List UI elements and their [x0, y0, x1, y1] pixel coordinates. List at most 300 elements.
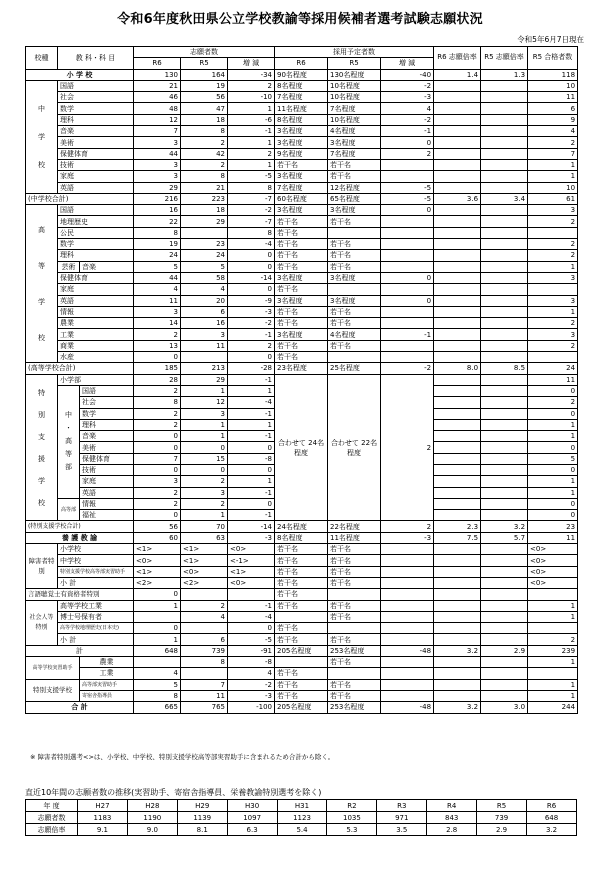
- trend-cell: 1097: [227, 812, 277, 824]
- trend-cell: 971: [377, 812, 427, 824]
- r5-planned: 3名程度: [328, 205, 381, 216]
- r5-rate: [481, 431, 528, 442]
- r6-applicants: 216: [134, 193, 181, 204]
- planned-diff: 0: [381, 205, 434, 216]
- r5-applicants: 20: [181, 295, 228, 306]
- applicant-diff: -4: [228, 239, 275, 250]
- r6-rate: [434, 272, 481, 283]
- r6-rate: 3.6: [434, 193, 481, 204]
- r5-rate: [481, 114, 528, 125]
- planned-diff: [381, 668, 434, 679]
- planned-diff: [381, 566, 434, 577]
- r5-applicants: 2: [181, 137, 228, 148]
- planned-diff: 2: [381, 374, 434, 521]
- r5-applicants: 3: [181, 329, 228, 340]
- r6-planned: 若干名: [275, 306, 328, 317]
- social-row: [26, 611, 578, 622]
- r5-rate: 8.5: [481, 363, 528, 374]
- r5-passers: 3: [528, 295, 578, 306]
- planned-diff: [381, 634, 434, 645]
- r5-applicants: 18: [181, 114, 228, 125]
- disability-row: [26, 544, 578, 555]
- r5-passers: 23: [528, 521, 578, 532]
- trend-cell: H29: [177, 800, 227, 812]
- r6-rate: [434, 318, 481, 329]
- applicant-diff: -3: [228, 690, 275, 701]
- subject-label: 技術: [58, 159, 134, 170]
- r5-applicants: 8: [181, 171, 228, 182]
- r5-applicants: 47: [181, 103, 228, 114]
- r6-rate: [434, 295, 481, 306]
- r5-applicants: 18: [181, 205, 228, 216]
- assistant-row: [26, 657, 578, 668]
- planned-diff: 2: [381, 521, 434, 532]
- r6-planned: 7名程度: [275, 182, 328, 193]
- applicant-diff: 0: [228, 498, 275, 509]
- high-school-total-row: [26, 363, 578, 374]
- r6-planned: [275, 611, 328, 622]
- r6-applicants: 3: [134, 159, 181, 170]
- r5-rate: [481, 464, 528, 475]
- r5-passers: 4: [528, 126, 578, 137]
- trend-title: 直近10年間の志願者数の推移(実習助手、寄宿舎指導員、栄養教諭特別選考を除く): [25, 788, 322, 797]
- category-label: [26, 80, 58, 193]
- r5-rate: [481, 340, 528, 351]
- r5-passers: 0: [528, 510, 578, 521]
- r6-rate: [434, 137, 481, 148]
- r6-planned: 若干名: [275, 227, 328, 238]
- high-school-row: [26, 329, 578, 340]
- r6-rate: [434, 679, 481, 690]
- high-school-row: [26, 261, 578, 272]
- r5-passers: 3: [528, 272, 578, 283]
- high-school-row: [26, 352, 578, 363]
- r5-applicants: 29: [181, 216, 228, 227]
- r5-planned: 若干名: [328, 577, 381, 588]
- subject-label: 高等学校地理歴史(日本史): [58, 623, 134, 634]
- applicant-diff: 1: [228, 159, 275, 170]
- subject-label: 小学部: [58, 374, 134, 385]
- subject-label: 公民: [58, 227, 134, 238]
- category-label: [26, 374, 58, 521]
- r5-passers: 11: [528, 374, 578, 385]
- trend-cell: R2: [327, 800, 377, 812]
- disability-row: [26, 566, 578, 577]
- subtotal-label: (高等学校合計): [26, 363, 134, 374]
- r6-rate: [434, 634, 481, 645]
- subject-label: 美術: [80, 442, 134, 453]
- r5-applicants: 15: [181, 453, 228, 464]
- r6-applicants: 28: [134, 374, 181, 385]
- applicant-diff: -2: [228, 205, 275, 216]
- subject-label: 数学: [58, 239, 134, 250]
- r5-passers: 5: [528, 453, 578, 464]
- r5-passers: 2: [528, 250, 578, 261]
- r6-rate: 3.2: [434, 702, 481, 713]
- r5-applicants: 70: [181, 521, 228, 532]
- high-school-row: [26, 272, 578, 283]
- junior-high-row: [26, 148, 578, 159]
- planned-diff: [381, 352, 434, 363]
- r5-rate: 3.0: [481, 702, 528, 713]
- r5-applicants: 23: [181, 239, 228, 250]
- applicant-diff: 2: [228, 340, 275, 351]
- junior-high-row: [26, 103, 578, 114]
- applicant-diff: -100: [228, 702, 275, 713]
- r6-applicants: 0: [134, 510, 181, 521]
- subtotal-label: (特別支援学校合計): [26, 521, 134, 532]
- category-char: 校: [38, 333, 45, 342]
- r5-rate: [481, 318, 528, 329]
- r5-applicants: 5: [181, 261, 228, 272]
- r5-passers: 2: [528, 634, 578, 645]
- r5-passers: <0>: [528, 577, 578, 588]
- r5-applicants: 6: [181, 306, 228, 317]
- r5-applicants: 24: [181, 250, 228, 261]
- r6-applicants: <1>: [134, 566, 181, 577]
- planned-diff: [381, 340, 434, 351]
- r5-passers: [528, 623, 578, 634]
- subject-label: 技術: [80, 464, 134, 475]
- subject-label: 理科: [58, 250, 134, 261]
- header-diff: 増 減: [228, 58, 275, 69]
- r5-applicants: [181, 623, 228, 634]
- r5-planned: 10名程度: [328, 92, 381, 103]
- planned-diff: [381, 611, 434, 622]
- r6-rate: [434, 159, 481, 170]
- r6-rate: [434, 284, 481, 295]
- r5-planned: 若干名: [328, 216, 381, 227]
- r6-applicants: 185: [134, 363, 181, 374]
- r6-rate: [434, 148, 481, 159]
- planned-diff: 0: [381, 272, 434, 283]
- social-row: [26, 600, 578, 611]
- trend-cell: H27: [78, 800, 128, 812]
- r5-planned: 若干名: [328, 306, 381, 317]
- r5-passers: 0: [528, 442, 578, 453]
- r5-applicants: 8: [181, 657, 228, 668]
- r6-applicants: 0: [134, 589, 181, 600]
- trend-cell: 8.1: [177, 824, 227, 836]
- r5-applicants: 1: [181, 385, 228, 396]
- r5-planned: 若干名: [328, 611, 381, 622]
- r5-rate: [481, 103, 528, 114]
- subject-label: 情報: [80, 498, 134, 509]
- applicant-diff: -1: [228, 510, 275, 521]
- header-r5-rate: R5 志願倍率: [481, 47, 528, 70]
- r6-planned: 3名程度: [275, 137, 328, 148]
- r6-applicants: 1: [134, 600, 181, 611]
- r6-planned: 3名程度: [275, 329, 328, 340]
- applicant-diff: -5: [228, 634, 275, 645]
- r5-rate: [481, 679, 528, 690]
- r6-rate: [434, 544, 481, 555]
- trend-table: [25, 799, 577, 836]
- r5-passers: 1: [528, 611, 578, 622]
- r5-rate: [481, 171, 528, 182]
- applicant-diff: -7: [228, 193, 275, 204]
- high-school-row: [26, 340, 578, 351]
- r5-passers: 2: [528, 216, 578, 227]
- yogo-row: [26, 532, 578, 543]
- applicant-diff: -1: [228, 329, 275, 340]
- subject-label: 社会: [58, 92, 134, 103]
- special-support-total-row: [26, 521, 578, 532]
- r6-applicants: 7: [134, 453, 181, 464]
- r5-rate: [481, 159, 528, 170]
- planned-diff: 0: [381, 295, 434, 306]
- r6-applicants: 665: [134, 702, 181, 713]
- subject-label: 国語: [58, 80, 134, 91]
- r6-rate: [434, 487, 481, 498]
- r6-rate: [434, 227, 481, 238]
- planned-diff: [381, 159, 434, 170]
- applicant-diff: -14: [228, 521, 275, 532]
- r6-rate: [434, 589, 481, 600]
- trend-cell: R3: [377, 800, 427, 812]
- r6-applicants: 0: [134, 464, 181, 475]
- trend-cell: 5.3: [327, 824, 377, 836]
- trend-rate-row: [26, 824, 577, 836]
- high-school-row: [26, 227, 578, 238]
- r5-planned: 若干名: [328, 566, 381, 577]
- planned-diff: -5: [381, 182, 434, 193]
- r6-planned: 若干名: [275, 566, 328, 577]
- trend-cell: 1035: [327, 812, 377, 824]
- r5-passers: 1: [528, 306, 578, 317]
- r5-planned: 3名程度: [328, 295, 381, 306]
- r6-rate: [434, 261, 481, 272]
- category-char: 中: [65, 411, 72, 420]
- category-char: ・: [65, 424, 72, 433]
- grand-total-label: 合 計: [26, 702, 134, 713]
- subject-label: 博士号保有者: [58, 611, 134, 622]
- r5-planned: 7名程度: [328, 148, 381, 159]
- subject-label: 保健体育: [58, 272, 134, 283]
- subject-label: 小 計: [58, 634, 134, 645]
- r5-passers: [528, 668, 578, 679]
- r6-rate: [434, 92, 481, 103]
- r6-rate: [434, 442, 481, 453]
- r5-passers: [528, 589, 578, 600]
- r6-applicants: 46: [134, 92, 181, 103]
- r6-applicants: 22: [134, 216, 181, 227]
- r5-applicants: 765: [181, 702, 228, 713]
- subject-label: 家庭: [80, 476, 134, 487]
- applicant-diff: 0: [228, 284, 275, 295]
- header-diff: 増 減: [381, 58, 434, 69]
- r5-applicants: 1: [181, 431, 228, 442]
- r5-rate: [481, 137, 528, 148]
- table-body: [26, 69, 578, 713]
- r6-applicants: 4: [134, 284, 181, 295]
- r5-applicants: 8: [181, 126, 228, 137]
- planned-diff: -5: [381, 193, 434, 204]
- r5-passers: 10: [528, 182, 578, 193]
- r6-rate: [434, 408, 481, 419]
- r5-rate: [481, 92, 528, 103]
- r6-applicants: 2: [134, 487, 181, 498]
- planned-diff: -2: [381, 363, 434, 374]
- disability-row: [26, 555, 578, 566]
- r5-planned-combined: 合わせて 22名程度: [328, 374, 381, 521]
- r6-planned: 若干名: [275, 577, 328, 588]
- r5-planned: 若干名: [328, 657, 381, 668]
- r6-applicants: 648: [134, 645, 181, 656]
- subject-label: 音楽: [80, 261, 134, 272]
- planned-diff: [381, 261, 434, 272]
- applicant-diff: -2: [228, 318, 275, 329]
- high-school-row: [26, 306, 578, 317]
- trend-cell: 2.9: [477, 824, 527, 836]
- r5-rate: [481, 487, 528, 498]
- trend-cell: 3.5: [377, 824, 427, 836]
- planned-diff: -48: [381, 702, 434, 713]
- r6-applicants: 2: [134, 408, 181, 419]
- r5-passers: 1: [528, 690, 578, 701]
- r5-rate: [481, 577, 528, 588]
- r5-planned: [328, 668, 381, 679]
- subject-label: 水産: [58, 352, 134, 363]
- trend-cell: 9.0: [127, 824, 177, 836]
- r5-rate: [481, 239, 528, 250]
- r6-planned: 90名程度: [275, 69, 328, 80]
- r6-applicants: 8: [134, 397, 181, 408]
- r5-planned: 3名程度: [328, 137, 381, 148]
- r5-applicants: [181, 352, 228, 363]
- r5-passers: 2: [528, 239, 578, 250]
- applicant-diff: -7: [228, 216, 275, 227]
- applicant-diff: 8: [228, 182, 275, 193]
- applicant-diff: -1: [228, 126, 275, 137]
- r5-passers: 11: [528, 92, 578, 103]
- r5-applicants: 21: [181, 182, 228, 193]
- r6-applicants: 2: [134, 385, 181, 396]
- r5-planned: 若干名: [328, 250, 381, 261]
- trend-cell: 3.2: [527, 824, 577, 836]
- r5-rate: [481, 611, 528, 622]
- subject-label: 情報: [58, 306, 134, 317]
- r5-applicants: [181, 589, 228, 600]
- category-char: 高: [38, 225, 45, 234]
- r6-planned: 若干名: [275, 340, 328, 351]
- trend-applicants-row: [26, 812, 577, 824]
- r6-planned: 205名程度: [275, 645, 328, 656]
- r6-rate: [434, 340, 481, 351]
- r5-rate: [481, 589, 528, 600]
- subject-label: 国語: [80, 385, 134, 396]
- r6-planned: 8名程度: [275, 532, 328, 543]
- applicant-diff: -4: [228, 611, 275, 622]
- r6-rate: 1.4: [434, 69, 481, 80]
- r6-planned: 23名程度: [275, 363, 328, 374]
- subject-label: 言語聴覚士有資格者特別: [26, 589, 134, 600]
- r5-passers: [528, 284, 578, 295]
- assistant-label: 高等学校実習助手: [26, 657, 80, 680]
- r5-planned: 3名程度: [328, 272, 381, 283]
- planned-diff: -1: [381, 329, 434, 340]
- r5-passers: 2: [528, 340, 578, 351]
- trend-cell: R5: [477, 800, 527, 812]
- applicant-diff: -10: [228, 92, 275, 103]
- r5-passers: 10: [528, 80, 578, 91]
- elementary-row: [26, 69, 578, 80]
- subject-label: 音楽: [80, 431, 134, 442]
- r6-rate: [434, 611, 481, 622]
- planned-diff: -40: [381, 69, 434, 80]
- r5-applicants: 42: [181, 148, 228, 159]
- r6-planned: 3名程度: [275, 272, 328, 283]
- trend-cell: R6: [527, 800, 577, 812]
- subject-label: 商業: [58, 340, 134, 351]
- r5-rate: [481, 634, 528, 645]
- r5-passers: 1: [528, 261, 578, 272]
- trend-year-label: 年 度: [26, 800, 78, 812]
- r5-planned: 10名程度: [328, 80, 381, 91]
- r6-applicants: 12: [134, 114, 181, 125]
- r5-applicants: 0: [181, 464, 228, 475]
- subject-label: 英語: [80, 487, 134, 498]
- planned-diff: [381, 555, 434, 566]
- category-char: 等: [65, 450, 72, 459]
- header-r6: R6: [275, 58, 328, 69]
- r5-planned: 12名程度: [328, 182, 381, 193]
- r5-applicants: 56: [181, 92, 228, 103]
- r6-rate: 3.2: [434, 645, 481, 656]
- r6-applicants: 24: [134, 250, 181, 261]
- application-status-table: [25, 46, 578, 714]
- r6-applicants: 56: [134, 521, 181, 532]
- r5-rate: [481, 476, 528, 487]
- r6-applicants: 3: [134, 171, 181, 182]
- r5-passers: 3: [528, 205, 578, 216]
- r5-passers: 2: [528, 318, 578, 329]
- r6-rate: [434, 306, 481, 317]
- r5-rate: 1.3: [481, 69, 528, 80]
- total-row: [26, 645, 578, 656]
- subject-label: 工業: [58, 329, 134, 340]
- r6-applicants: 44: [134, 272, 181, 283]
- r6-applicants: <2>: [134, 577, 181, 588]
- planned-diff: [381, 227, 434, 238]
- header-r5: R5: [181, 58, 228, 69]
- applicant-diff: -6: [228, 114, 275, 125]
- applicant-diff: <-1>: [228, 555, 275, 566]
- r5-rate: [481, 284, 528, 295]
- r6-applicants: <1>: [134, 544, 181, 555]
- r5-applicants: 4: [181, 611, 228, 622]
- r6-applicants: 7: [134, 126, 181, 137]
- applicant-diff: -3: [228, 306, 275, 317]
- r6-applicants: 8: [134, 227, 181, 238]
- r5-rate: [481, 205, 528, 216]
- r5-rate: 3.4: [481, 193, 528, 204]
- r5-rate: [481, 555, 528, 566]
- category-char: 別: [38, 410, 45, 419]
- r6-applicants: 0: [134, 431, 181, 442]
- r6-applicants: 5: [134, 261, 181, 272]
- planned-diff: [381, 171, 434, 182]
- trend-cell: 843: [427, 812, 477, 824]
- grand-total-row: [26, 702, 578, 713]
- r5-applicants: 4: [181, 284, 228, 295]
- language-row: [26, 589, 578, 600]
- r5-passers: [528, 227, 578, 238]
- r5-planned: 65名程度: [328, 193, 381, 204]
- header-subject: 教 科・科 目: [58, 47, 134, 70]
- r6-rate: [434, 657, 481, 668]
- r5-passers: 2: [528, 397, 578, 408]
